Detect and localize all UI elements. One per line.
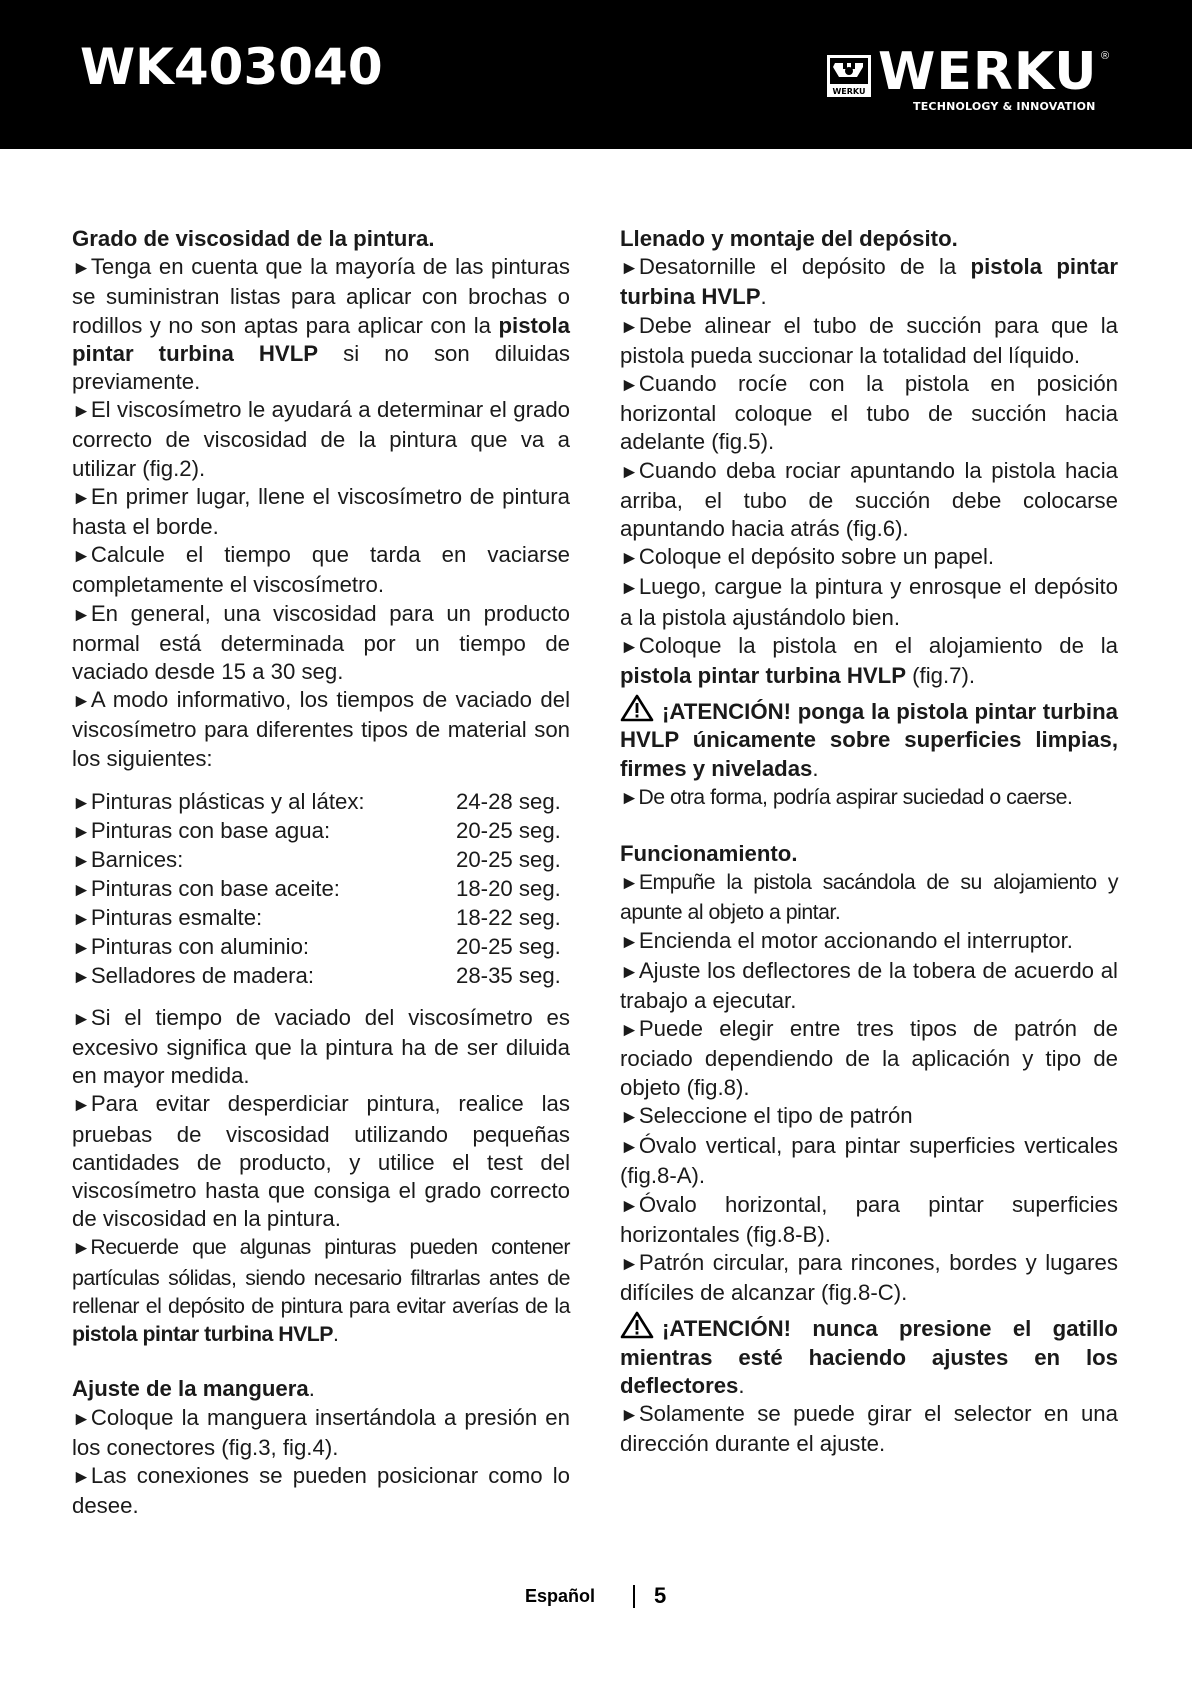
bullet-arrow-icon: ►	[620, 961, 639, 983]
model-number: WK403040	[80, 38, 383, 96]
paragraph: ►Coloque el depósito sobre un papel.	[620, 544, 995, 570]
bullet-arrow-icon: ►	[620, 1137, 639, 1159]
bullet-arrow-icon: ►	[72, 258, 91, 280]
warning-icon	[620, 1311, 654, 1339]
bullet-arrow-icon: ►	[72, 1466, 91, 1488]
paragraph: ►Tenga en cuenta que la mayoría de las pinturas se suministran listas para aplicar con brochas o rodillos y no son aptas para aplicar con la pistola pintar turbina HVLP si no son diluidas previamente.	[72, 254, 570, 395]
paragraph: ►Solamente se puede girar el selector en una dirección durante el ajuste.	[620, 1400, 1118, 1457]
bullet-arrow-icon: ►	[72, 604, 91, 626]
warning-icon	[620, 694, 654, 722]
page-footer	[0, 1582, 1192, 1612]
table-row: ►Pinturas con base aceite: 18-20 seg.	[72, 875, 561, 901]
table-row: ►Selladores de madera: 28-35 seg.	[72, 962, 561, 988]
paragraph: ►En primer lugar, llene el viscosímetro de pintura hasta el borde.	[72, 483, 570, 540]
page-number: 5	[654, 1583, 667, 1608]
right-column	[620, 225, 1118, 1458]
drain-times-table	[72, 787, 570, 990]
paragraph: ►De otra forma, podría aspirar suciedad o caerse.	[620, 784, 1073, 809]
paragraph: ►Si el tiempo de vaciado del viscosímetro es excesivo significa que la pintura ha de ser diluida en mayor medida.	[72, 1004, 570, 1089]
bullet-arrow-icon: ►	[72, 792, 91, 814]
bullet-arrow-icon: ►	[72, 850, 91, 872]
table-row: ►Pinturas con aluminio: 20-25 seg.	[72, 933, 561, 959]
bullet-arrow-icon: ►	[620, 787, 639, 809]
bullet-arrow-icon: ►	[72, 966, 91, 988]
paragraph: ►Luego, cargue la pintura y enrosque el depósito a la pistola ajustándolo bien.	[620, 574, 1118, 630]
bullet-arrow-icon: ►	[620, 873, 639, 895]
heading-tank: Llenado y montaje del depósito.	[620, 226, 958, 251]
paragraph: ►Óvalo horizontal, para pintar superficies horizontales (fig.8-B).	[620, 1191, 1118, 1247]
footer-language: Español	[525, 1586, 596, 1606]
paragraph: ►Cuando deba rociar apuntando la pistola hacia arriba, el tubo de succión debe colocarse apuntando hacia atrás (fig.6).	[620, 457, 1118, 542]
paragraph: ►Para evitar desperdiciar pintura, realice las pruebas de viscosidad utilizando pequeñas cantidades de producto, y utilice el test del viscosímetro hasta que consiga el grado correcto de viscosidad en la pintura.	[72, 1091, 570, 1232]
paragraph: ►A modo informativo, los tiempos de vaciado del viscosímetro para diferentes tipos de material son los siguientes:	[72, 687, 570, 771]
paragraph: ►Las conexiones se pueden posicionar como lo desee.	[72, 1462, 570, 1519]
bullet-arrow-icon: ►	[620, 375, 639, 397]
paragraph: ►Recuerde que algunas pinturas pueden contener partículas sólidas, siendo necesario filtrarlas antes de rellenar el depósito de pintura para evitar averías de la pistola pintar turbina HVLP.	[72, 1235, 570, 1347]
table-row: ►Pinturas esmalte: 18-22 seg.	[72, 904, 561, 930]
bullet-arrow-icon: ►	[620, 1404, 639, 1426]
page-header	[0, 0, 1192, 149]
paragraph: ►Debe alinear el tubo de succión para que la pistola pueda succionar la totalidad del líquido.	[620, 312, 1118, 368]
paragraph: ►Empuñe la pistola sacándola de su alojamiento y apunte al objeto a pintar.	[620, 870, 1118, 925]
paragraph: ►Ajuste los deflectores de la tobera de acuerdo al trabajo a ejecutar.	[620, 957, 1118, 1014]
bullet-arrow-icon: ►	[620, 1020, 639, 1042]
heading-viscosity: Grado de viscosidad de la pintura.	[72, 226, 435, 251]
bullet-arrow-icon: ►	[72, 821, 91, 843]
paragraph: ►Patrón circular, para rincones, bordes y lugares difíciles de alcanzar (fig.8-C).	[620, 1249, 1118, 1306]
paragraph: ►Puede elegir entre tres tipos de patrón de rociado dependiendo de la aplicación y tipo de objeto (fig.8).	[620, 1016, 1118, 1100]
paragraph: ►Cuando rocíe con la pistola en posición horizontal coloque el tubo de succión hacia adelante (fig.5).	[620, 371, 1118, 455]
bullet-arrow-icon: ►	[72, 879, 91, 901]
bullet-arrow-icon: ►	[72, 401, 91, 423]
footer-divider	[633, 1585, 635, 1608]
bullet-arrow-icon: ►	[72, 1408, 91, 1430]
bullet-arrow-icon: ►	[72, 1238, 91, 1260]
table-row: ►Barnices: 20-25 seg.	[72, 846, 561, 872]
bullet-arrow-icon: ►	[620, 258, 639, 280]
left-column	[72, 225, 570, 1520]
bullet-arrow-icon: ►	[620, 461, 639, 483]
paragraph: ►Coloque la manguera insertándola a presión en los conectores (fig.3, fig.4).	[72, 1404, 570, 1460]
bullet-arrow-icon: ►	[72, 908, 91, 930]
bullet-arrow-icon: ►	[620, 1106, 639, 1128]
bullet-arrow-icon: ►	[72, 691, 91, 713]
bullet-arrow-icon: ►	[620, 931, 639, 953]
bullet-arrow-icon: ►	[72, 1008, 91, 1030]
bullet-arrow-icon: ►	[72, 937, 91, 959]
brand-tagline: TECHNOLOGY & INNOVATION	[913, 100, 1096, 113]
warning-paragraph: ¡ATENCIÓN! nunca presione el gatillo mientras esté haciendo ajustes en los deflectores.	[620, 1311, 1118, 1400]
bullet-arrow-icon: ►	[620, 316, 639, 338]
bullet-arrow-icon: ►	[72, 487, 91, 509]
bullet-arrow-icon: ►	[72, 1095, 91, 1117]
paragraph: ►Seleccione el tipo de patrón	[620, 1102, 913, 1128]
heading-operation: Funcionamiento.	[620, 841, 798, 867]
werku-emblem-icon	[826, 54, 872, 98]
bullet-arrow-icon: ►	[620, 578, 639, 600]
table-row: ►Pinturas plásticas y al látex: 24-28 seg.	[72, 788, 561, 814]
bullet-arrow-icon: ►	[72, 546, 91, 568]
paragraph: ►Calcule el tiempo que tarda en vaciarse completamente el viscosímetro.	[72, 542, 570, 598]
paragraph: ►Encienda el motor accionando el interruptor.	[620, 927, 1073, 953]
paragraph: ►El viscosímetro le ayudará a determinar el grado correcto de viscosidad de la pintura que va a utilizar (fig.2).	[72, 397, 570, 481]
paragraph: ►Óvalo vertical, para pintar superficies verticales (fig.8-A).	[620, 1133, 1118, 1189]
emblem-label: WERKU	[832, 87, 866, 96]
bullet-arrow-icon: ►	[620, 548, 639, 570]
paragraph: ►Desatornille el depósito de la pistola pintar turbina HVLP.	[620, 254, 1118, 310]
bullet-arrow-icon: ►	[620, 636, 639, 658]
brand-logo	[826, 42, 1116, 116]
registered-mark: ®	[1101, 50, 1110, 62]
paragraph: ►En general, una viscosidad para un producto normal está determinada por un tiempo de vaciado desde 15 a 30 seg.	[72, 600, 570, 685]
paragraph: ►Coloque la pistola en el alojamiento de la pistola pintar turbina HVLP (fig.7).	[620, 632, 1118, 689]
table-row: ►Pinturas con base agua: 20-25 seg.	[72, 817, 561, 843]
heading-hose: Ajuste de la manguera.	[72, 1376, 315, 1402]
bullet-arrow-icon: ►	[620, 1253, 639, 1275]
warning-paragraph: ¡ATENCIÓN! ponga la pistola pintar turbina HVLP únicamente sobre superficies limpias, firmes y niveladas.	[620, 694, 1118, 783]
bullet-arrow-icon: ►	[620, 1195, 639, 1217]
brand-name: WERKU	[878, 42, 1098, 102]
